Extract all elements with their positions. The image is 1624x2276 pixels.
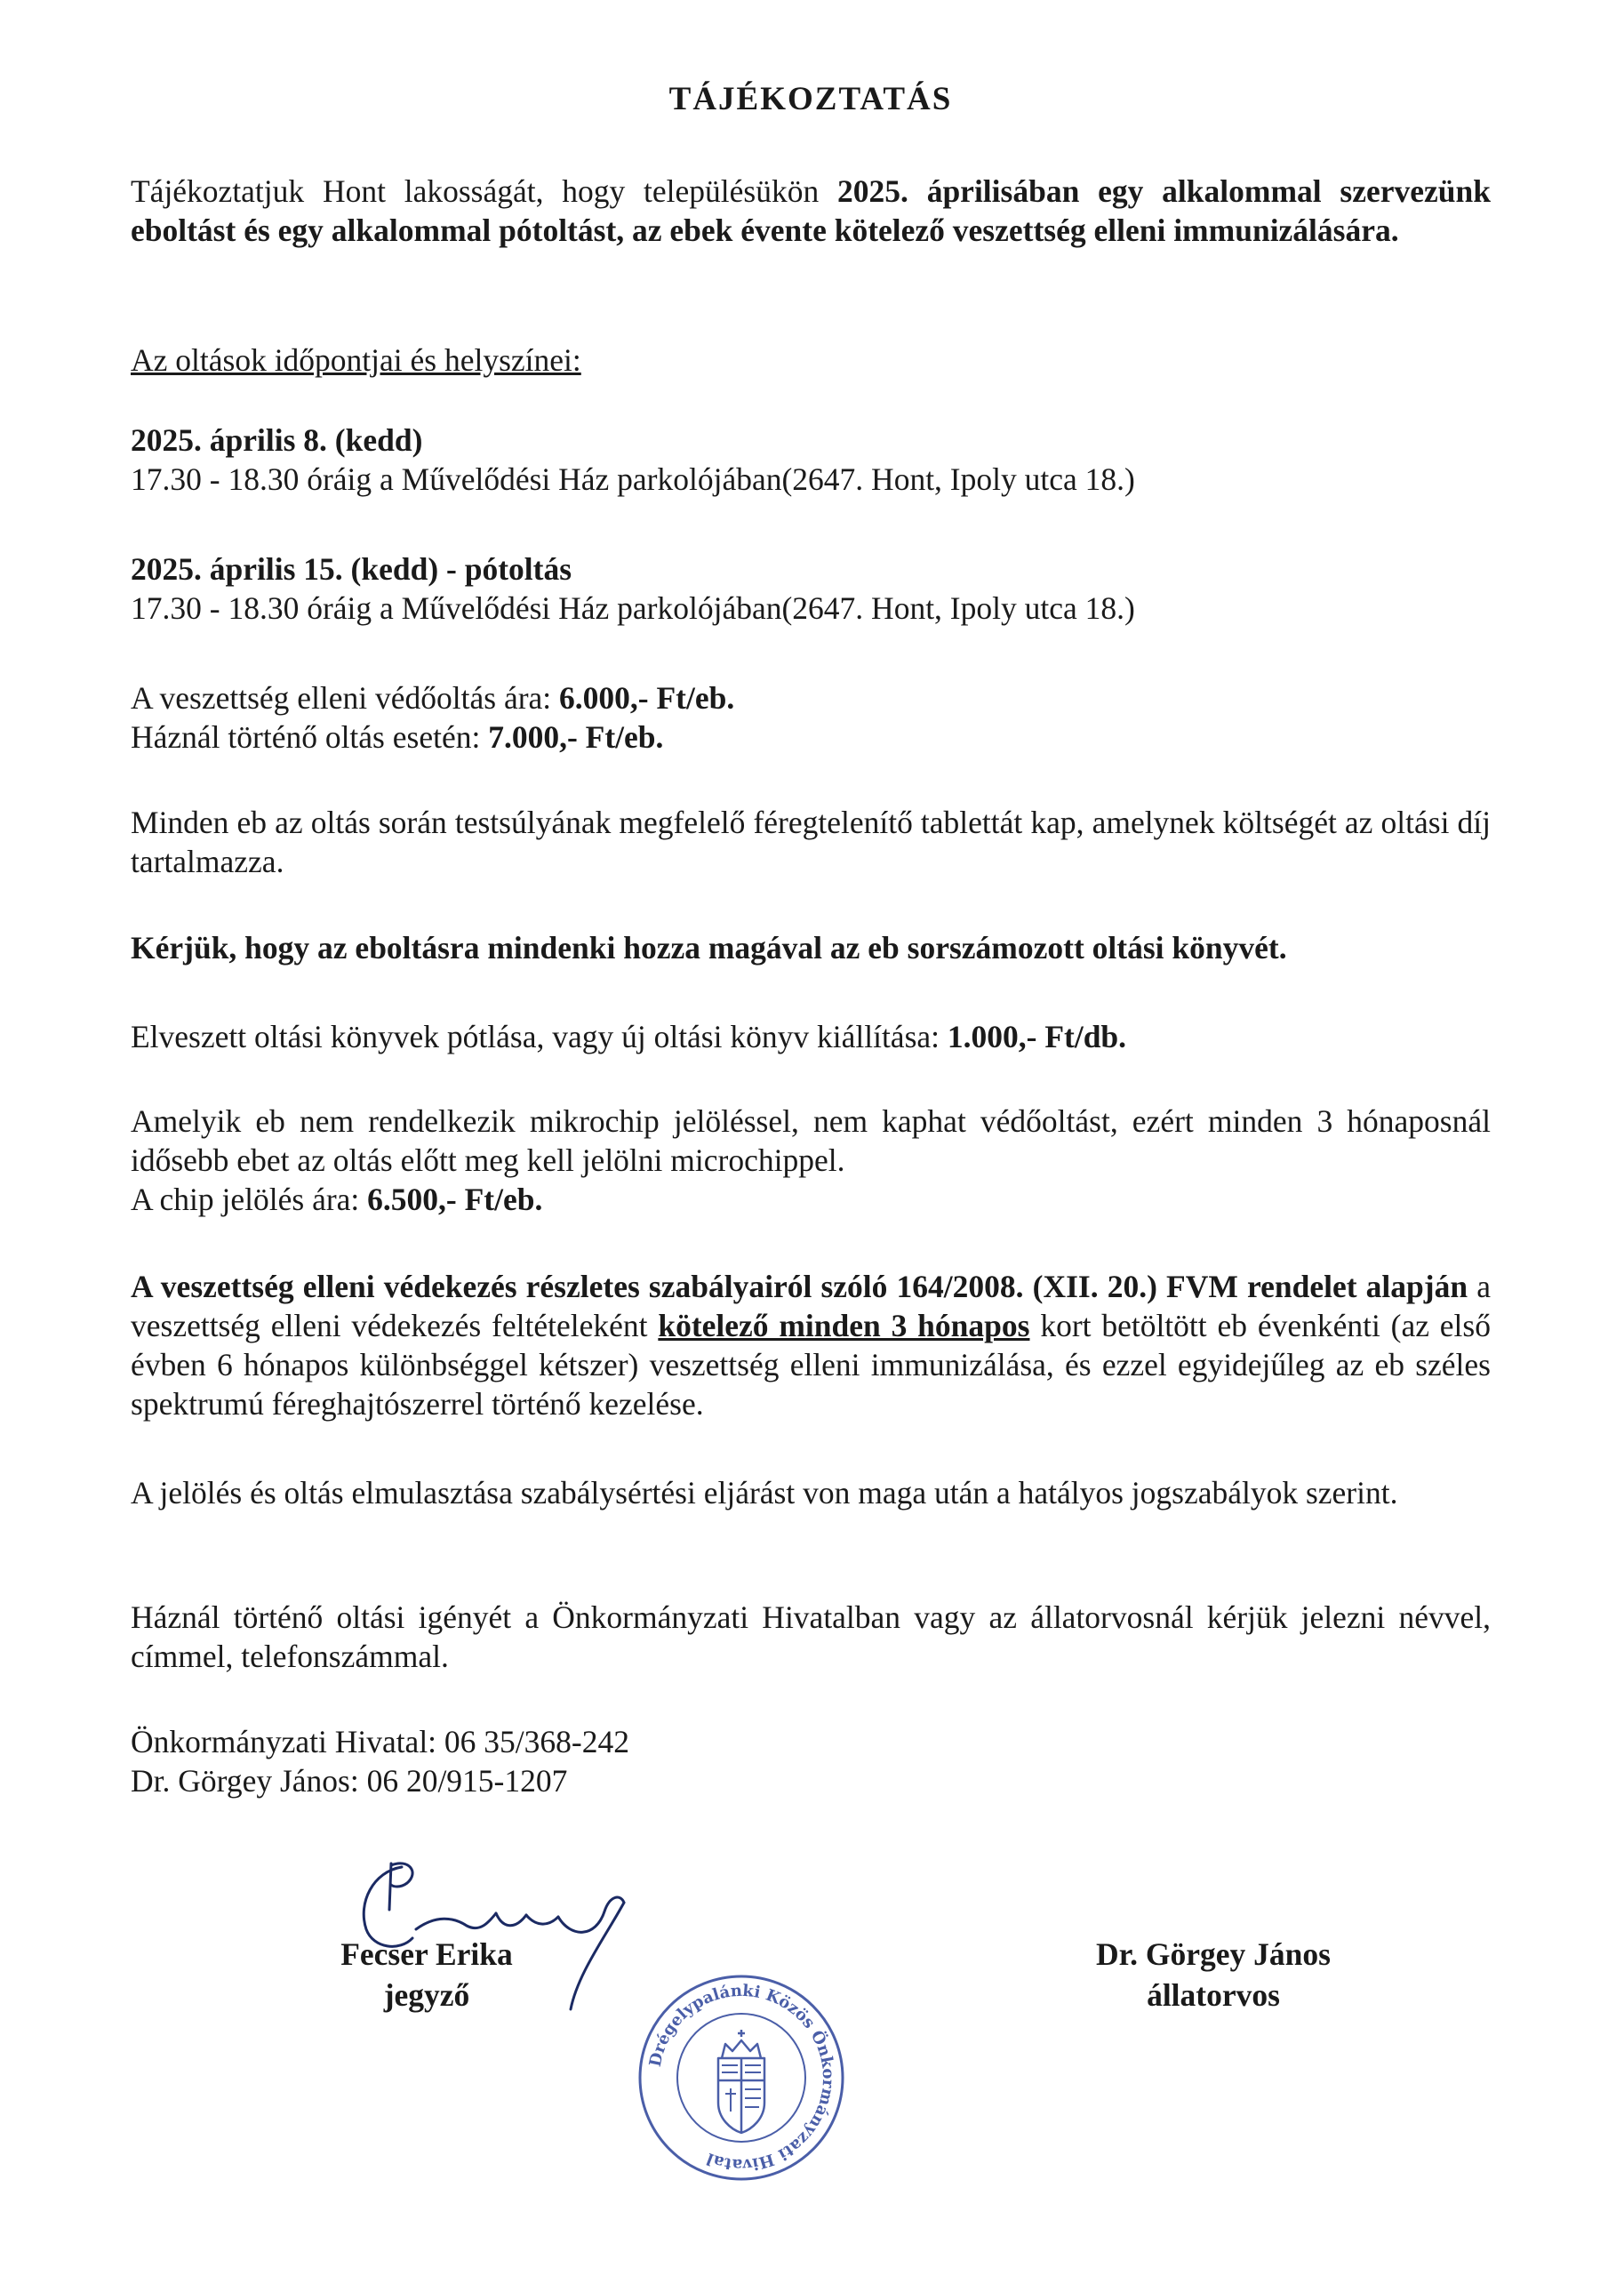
regulation-obligation: kötelező minden 3 hónapos bbox=[658, 1308, 1030, 1343]
regulation-text-2: kort betöltött eb évenkénti (az első évben 6 hónapos különbséggel kétszer) veszettség elleni immunizálása, és ezzel egyidejűleg az eb széles spektrumú féreghajtószerrel történő kezelése. bbox=[131, 1308, 1491, 1422]
booklet-label: Elveszett oltási könyvek pótlása, vagy új oltási könyv kiállítása: bbox=[131, 1019, 948, 1054]
intro-text: Tájékoztatjuk Hont lakosságát, hogy településükön bbox=[131, 173, 838, 209]
booklet-price: 1.000,- Ft/db. bbox=[947, 1019, 1127, 1054]
home-price-value: 7.000,- Ft/eb. bbox=[488, 719, 664, 755]
right-signatory-name: Dr. Görgey János bbox=[1096, 1936, 1331, 1972]
vaccine-price-line bbox=[131, 678, 1491, 717]
deworming-paragraph: Minden eb az oltás során testsúlyának megfelelő féregtelenítő tablettát kap, amelynek költségét az oltási díj tartalmazza. bbox=[131, 805, 1491, 879]
contacts-block bbox=[131, 1722, 1491, 1800]
place-2: 17.30 - 18.30 óráig a Művelődési Ház parkolójában(2647. Hont, Ipoly utca 18.) bbox=[131, 590, 1135, 626]
home-price-label: Háznál történő oltás esetén: bbox=[131, 719, 489, 755]
intro-bold-text: 2025. áprilisában egy alkalommal szervezünk eboltást és egy alkalommal pótoltást, az ebek évente kötelező veszettség elleni immunizálására. bbox=[131, 173, 1492, 248]
left-signatory-name: Fecser Erika bbox=[340, 1936, 513, 1972]
chip-price-value: 6.500,- Ft/eb. bbox=[367, 1182, 543, 1217]
booklet-request: Kérjük, hogy az eboltásra mindenki hozza magával az eb sorszámozott oltási könyvét. bbox=[131, 930, 1287, 966]
document-title: TÁJÉKOZTATÁS bbox=[668, 81, 953, 117]
microchip-paragraph: Amelyik eb nem rendelkezik mikrochip jelöléssel, nem kaphat védőoltást, ezért minden 3 hónaposnál idősebb ebet az oltás előtt meg kell jelölni microchippel. bbox=[131, 1103, 1491, 1178]
left-signatory bbox=[267, 1934, 587, 2016]
stamp-text: Drégelypalánki Közös Önkormányzati Hivatal bbox=[645, 1981, 838, 2175]
home-price-line bbox=[131, 717, 1491, 757]
schedule-heading: Az oltások időpontjai és helyszínei: bbox=[131, 342, 581, 378]
booklet-paragraph bbox=[131, 1017, 1491, 1056]
vaccine-price-value: 6.000,- Ft/eb. bbox=[559, 680, 735, 716]
regulation-title: A veszettség elleni védekezés részletes szabályairól szóló 164/2008. (XII. 20.) FVM rendelet alapján bbox=[131, 1269, 1468, 1304]
date-2: 2025. április 15. (kedd) - pótoltás bbox=[131, 551, 572, 587]
date-entry-2 bbox=[131, 549, 1491, 628]
contact-office: Önkormányzati Hivatal: 06 35/368-242 bbox=[131, 1724, 629, 1759]
left-signatory-role: jegyző bbox=[383, 1977, 470, 2013]
chip-price-label: A chip jelölés ára: bbox=[131, 1182, 368, 1217]
intro-paragraph bbox=[131, 172, 1491, 250]
vaccine-price-label: A veszettség elleni védőoltás ára: bbox=[131, 680, 560, 716]
right-signatory-role: állatorvos bbox=[1147, 1977, 1280, 2013]
regulation-text-1: a veszettség elleni védekezés feltételeként bbox=[131, 1269, 1491, 1343]
date-entry-1 bbox=[131, 421, 1491, 499]
price-block bbox=[131, 678, 1491, 757]
date-1: 2025. április 8. (kedd) bbox=[131, 422, 423, 458]
home-request-paragraph: Háznál történő oltási igényét a Önkormányzati Hivatalban vagy az állatorvosnál kérjük jelezni névvel, címmel, telefonszámmal. bbox=[131, 1599, 1491, 1674]
place-1: 17.30 - 18.30 óráig a Művelődési Ház parkolójában(2647. Hont, Ipoly utca 18.) bbox=[131, 461, 1135, 497]
penalty-paragraph: A jelölés és oltás elmulasztása szabálysértési eljárást von maga után a hatályos jogszabályok szerint. bbox=[131, 1475, 1398, 1511]
official-stamp bbox=[633, 1969, 850, 2186]
microchip-block bbox=[131, 1102, 1491, 1219]
contact-vet: Dr. Görgey János: 06 20/915-1207 bbox=[131, 1763, 568, 1799]
chip-price-line bbox=[131, 1180, 1491, 1219]
right-signatory bbox=[1040, 1934, 1387, 2016]
regulation-paragraph bbox=[131, 1267, 1491, 1423]
